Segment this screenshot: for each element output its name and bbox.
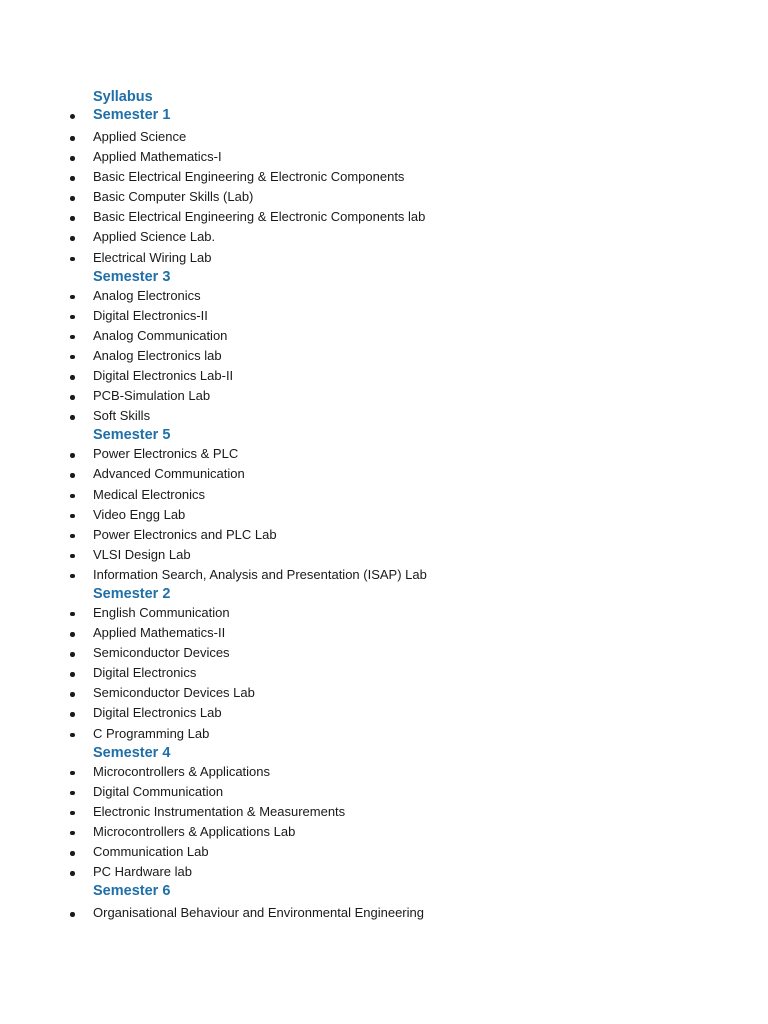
list-item: Applied Science [0,127,768,147]
semester-5-list [0,444,768,585]
list-item: Analog Electronics [0,286,768,306]
semester-3-list [0,286,768,427]
list-item: Microcontrollers & Applications Lab [0,822,768,842]
list-item: Digital Electronics Lab-II [0,366,768,386]
list-item: Soft Skills [0,406,768,426]
list-item: Digital Communication [0,782,768,802]
list-item: Microcontrollers & Applications [0,762,768,782]
list-item: VLSI Design Lab [0,545,768,565]
list-item: Medical Electronics [0,485,768,505]
list-item: PCB-Simulation Lab [0,386,768,406]
list-item: PC Hardware lab [0,862,768,882]
list-item: Power Electronics and PLC Lab [0,525,768,545]
list-item: Applied Mathematics-II [0,623,768,643]
semester-4-list [0,762,768,883]
semester-6-list [0,903,768,923]
list-item: English Communication [0,603,768,623]
syllabus-document [0,88,768,923]
semester-2-list [0,603,768,744]
list-item: Electrical Wiring Lab [0,248,768,268]
semester-1-heading: Semester 1 [0,106,768,124]
list-item: Electronic Instrumentation & Measurements [0,802,768,822]
semester-2-heading: Semester 2 [93,585,171,602]
list-item: Applied Mathematics-I [0,147,768,167]
list-item: Information Search, Analysis and Presentation (ISAP) Lab [0,565,768,585]
semester-3-heading: Semester 3 [93,268,171,285]
list-item: Advanced Communication [0,464,768,484]
semester-1-list [0,127,768,268]
list-item: Analog Electronics lab [0,346,768,366]
list-item: Basic Computer Skills (Lab) [0,187,768,207]
list-item: C Programming Lab [0,724,768,744]
list-item: Analog Communication [0,326,768,346]
list-item: Video Engg Lab [0,505,768,525]
list-item: Basic Electrical Engineering & Electronic Components [0,167,768,187]
list-item: Digital Electronics Lab [0,703,768,723]
semester-5-heading: Semester 5 [93,427,171,444]
page-title: Syllabus [93,89,153,105]
list-item: Digital Electronics-II [0,306,768,326]
list-item: Basic Electrical Engineering & Electronic Components lab [0,207,768,227]
list-item: Power Electronics & PLC [0,444,768,464]
list-item: Semiconductor Devices [0,643,768,663]
list-item: Organisational Behaviour and Environmental Engineering [0,903,768,923]
semester-4-heading: Semester 4 [93,744,171,761]
semester-6-heading: Semester 6 [93,883,171,900]
list-item: Semiconductor Devices Lab [0,683,768,703]
list-item: Applied Science Lab. [0,227,768,247]
list-item: Communication Lab [0,842,768,862]
list-item: Digital Electronics [0,663,768,683]
